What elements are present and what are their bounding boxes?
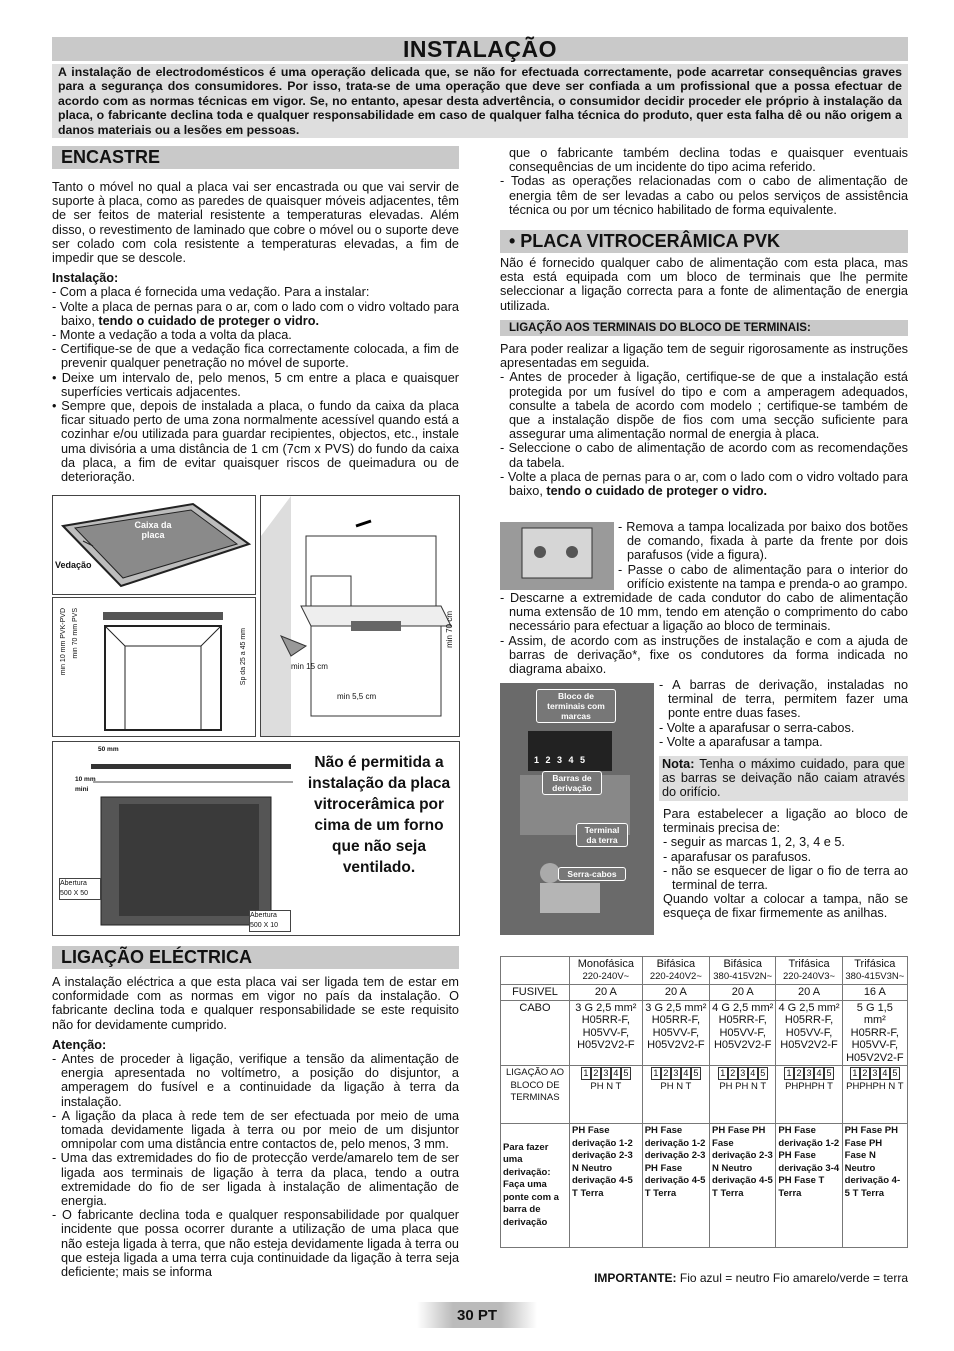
abertura2-label: Abertura 500 X 10 xyxy=(249,910,291,932)
table-cell: 4 G 2,5 mm² H05RR-F, H05VV-F, H05V2V2-F xyxy=(776,1000,842,1066)
d50-label: 50 mm xyxy=(98,746,119,753)
terminals-para: Para poder realizar a ligação tem de seguir rigorosamente as instruções apresentadas em seguida. xyxy=(500,342,908,371)
vedacao-label: Vedação xyxy=(55,560,92,570)
terminals-text xyxy=(500,342,908,498)
cover-text xyxy=(618,520,908,591)
hob-seal-drawing xyxy=(53,496,255,594)
terminal-strip-icon: 1 2 3 4 5 xyxy=(572,1067,640,1081)
min70-label: min 70 mm PVS xyxy=(72,608,79,659)
table-cell: Trifásica 380-415V3N~ xyxy=(842,957,907,985)
list-item: - Antes de proceder à ligação, certifique-se de que a instalação está protegida por um fusível do tipo e com a amperagem adequados, consulte a tabela de acordo com modelo ; certifique-se também de que a instalação dispõe de fios com uma secção suficiente para assegurar uma alimentação normal de energia à placa. xyxy=(500,370,908,442)
conductors-text xyxy=(500,591,908,676)
terminal-strip-icon: 1 2 3 4 5 xyxy=(645,1067,707,1081)
table-cell: 1 2 3 4 5 PH N T xyxy=(570,1066,643,1124)
table-cell: 20 A xyxy=(710,985,776,1001)
page-number: 30 PT xyxy=(417,1302,537,1328)
table-cell: Bifásica 220-240V2~ xyxy=(642,957,709,985)
terminal-numbers: 1 2 3 4 5 xyxy=(534,755,586,765)
cutout-drawing xyxy=(53,598,255,736)
installation-label: Instalação: xyxy=(52,271,119,286)
table-cell: Bifásica 380-415V2N~ xyxy=(710,957,776,985)
atencao-label: Atenção: xyxy=(52,1037,107,1052)
table-cell: Trifásica 220-240V3~ xyxy=(776,957,842,985)
list-item: - não se esquecer de ligar o fio de terra ao terminal de terra. xyxy=(663,863,908,893)
table-cell: 4 G 2,5 mm² H05RR-F, H05VV-F, H05V2V2-F xyxy=(710,1000,776,1066)
right-continuation xyxy=(500,146,908,217)
nota-text: Nota: Tenha o máximo cuidado, para que as barras se deivação não caiam através do orifício. xyxy=(662,757,905,800)
list-item: - Uma das extremidades do fio de protecção verde/amarelo tem de ser ligada aos terminais de ligação à terra da placa, tendo a outra extremidade do fio de ser ligada à instalação de alimentação de energia. xyxy=(52,1151,459,1209)
oven-drawing xyxy=(53,742,293,935)
table-cell: Monofásica 220-240V~ xyxy=(570,957,643,985)
list-item: - Certifique-se de que a vedação fica correctamente colocada, a fim de prevenir qualquer penetração no móvel de suporte. xyxy=(52,342,459,371)
table-cell: Para fazer uma derivação: Faça uma ponte com a barra de derivação xyxy=(501,1124,570,1248)
list-item: - Volte a aparafusar a tampa. xyxy=(659,734,823,749)
list-item: - Seleccione o cabo de alimentação de acordo com as recomendações da tabela. xyxy=(500,441,908,470)
list-item: - aparafusar os parafusos. xyxy=(663,849,812,864)
bridge-text xyxy=(659,678,908,749)
terminal-strip-icon: 1 2 3 4 5 xyxy=(712,1067,773,1081)
table-row xyxy=(501,1000,908,1066)
pvk-heading: • PLACA VITROCERÂMICA PVK xyxy=(500,230,908,253)
terminals-subheading: LIGAÇÃO AOS TERMINAIS DO BLOCO DE TERMINAIS: xyxy=(500,320,908,336)
table-cell: PH Fase derivação 1-2 PH Fase derivação 3-4 PH Fase T Terra xyxy=(776,1124,842,1248)
encastre-text xyxy=(52,180,459,484)
page-title: INSTALAÇÃO xyxy=(52,37,908,61)
d10-label: 10 mm mini xyxy=(75,776,96,793)
list-item: - Monte a vedação a toda a volta da placa. xyxy=(52,328,292,343)
barras-label: Barras de derivação xyxy=(542,771,602,795)
min10-label: min 10 mm PVK-PVD xyxy=(60,608,67,676)
min70cm-label: min 70 cm xyxy=(445,611,454,648)
oven-warning: Não é permitida a instalação da placa vitrocerâmica por cima de um forno que não seja ventilado. xyxy=(307,754,451,876)
min55-label: min 5,5 cm xyxy=(337,692,377,701)
serra-label: Serra-cabos xyxy=(558,867,626,881)
list-item: • Deixe um intervalo de, pelo menos, 5 cm entre a placa e quaisquer superfícies verticais adjacentes. xyxy=(52,370,459,399)
intro-warning: A instalação de electrodomésticos é uma operação delicada que, se não for efectuada correctamente, pode acarretar consequências graves para a segurança dos consumidores. Por isso, trata-se de uma operação que deve ser confiada a um profissional que a possa efectuar de acordo com as normas técnicas em vigor. Se, no entanto, apesar desta advertência, o consumidor decidir proceder ele próprio à instalação da placa, o fabricante declina toda e qualquer responsabilidade em caso de qualquer falha técnica do produto, quer esta falha dê ou não origem a danos materiais ou a lesões em pessoas. xyxy=(52,64,908,138)
list-item: - A barras de derivação, instaladas no terminal de terra, permitem fazer uma ponte entre duas fases. xyxy=(659,678,908,721)
list-item: - seguir as marcas 1, 2, 3, 4 e 5. xyxy=(663,835,845,850)
encastre-para: Tanto o móvel no qual a placa vai ser encastrada ou que vai servir de suporte à placa, como as paredes de quaisquer móveis adjacentes, têm de ser feitos de material resistente a temperaturas elevadas. Além disso, o revestimento de laminado que cobre o móvel ou o suporte deve ser colado com cola resistente a temperaturas elevadas, a fim de impedir que se descole. xyxy=(52,180,459,266)
list-item: - Com a placa é fornecida uma vedação. Para a instalar: xyxy=(52,285,370,300)
table-row xyxy=(501,985,908,1001)
list-item: - Volte a placa de pernas para o ar, com o lado com o vidro voltado para baixo, tendo o cuidado de proteger o vidro. xyxy=(500,469,908,499)
list-item: - Volte a aparafusar o serra-cabos. xyxy=(659,720,855,735)
list-item: - A ligação da placa à rede tem de ser efectuada por meio de uma tomada devidamente ligada à terra ou por meio de um disjuntor omnipolar com uma distância entre contactos de, pelo menos, 3 mm. xyxy=(52,1108,459,1152)
table-cell: 20 A xyxy=(642,985,709,1001)
importante-note: IMPORTANTE: Fio azul = neutro Fio amarelo/verde = terra xyxy=(594,1271,908,1285)
list-item: - Assim, de acordo com as instruções de instalação e com a ajuda de barras de derivação*, fixe os condutores da forma indicada no diagrama abaixo. xyxy=(500,633,908,677)
list-item: - Todas as operações relacionadas com o cabo de alimentação de energia têm de ser levadas a cabo ou pelos serviços de assistência técnica ou por um técnico habilitado de forma equivalente. xyxy=(500,174,908,217)
connection-table xyxy=(500,956,908,1248)
table-cell: 1 2 3 4 5 PHPHPH T xyxy=(776,1066,842,1124)
cover-photo-drawing xyxy=(500,522,614,590)
pvk-text xyxy=(500,256,908,313)
caixa-label: Caixa da placa xyxy=(134,520,172,540)
min15-label: min 15 cm xyxy=(291,662,328,671)
table-cell: 3 G 2,5 mm² H05RR-F, H05VV-F, H05V2V2-F xyxy=(642,1000,709,1066)
table-cell: PH Fase PH Fase PH Fase N Neutro derivação 4-5 T Terra xyxy=(842,1124,907,1248)
table-cell: 20 A xyxy=(776,985,842,1001)
terminal-block-photo xyxy=(500,683,654,935)
table-cell: FUSIVEL xyxy=(501,985,570,1001)
cont-para: que o fabricante também declina todas e quaisquer eventuais consequências de um incidente do tipo acima referido. xyxy=(509,146,908,175)
table-cell xyxy=(501,957,570,985)
terminal-label: Terminal da terra xyxy=(576,823,628,847)
table-cell: 3 G 2,5 mm² H05RR-F, H05VV-F, H05V2V2-F xyxy=(570,1000,643,1066)
nota-box xyxy=(659,756,908,801)
table-cell: PH Fase derivação 1-2 derivação 2-3 N Neutro derivação 4-5 T Terra xyxy=(570,1124,643,1248)
table-cell: 1 2 3 4 5 PH N T xyxy=(642,1066,709,1124)
table-cell: LIGAÇÃO AO BLOCO DE TERMINAS xyxy=(501,1066,570,1124)
table-cell: 16 A xyxy=(842,985,907,1001)
cover-photo xyxy=(500,522,614,590)
cutout-figure xyxy=(52,597,256,737)
list-item: - Volte a placa de pernas para o ar, com o lado com o vidro voltado para baixo, tendo o cuidado de proteger o vidro. xyxy=(52,299,459,328)
list-item: - Passe o cabo de alimentação para o interior do orifício existente na tampa e prenda-o ao grampo. xyxy=(618,562,908,591)
steps-text xyxy=(663,807,908,921)
table-cell: 5 G 1,5 mm² H05RR-F, H05VV-F, H05V2V2-F xyxy=(842,1000,907,1066)
ligacao-text xyxy=(52,975,459,1279)
encastre-heading: ENCASTRE xyxy=(52,146,459,169)
list-item: - Antes de proceder à ligação, verifique a tensão da alimentação de energia apresentada no voltímetro, a posição do disjuntor, a amperagem do fusível e a continuidade da ligação à terra da instalação. xyxy=(52,1052,459,1109)
list-item: - Remova a tampa localizada por baixo dos botões de comando, fixada à parte da frente por dois parafusos (vide a figura). xyxy=(618,520,908,563)
sp-label: Sp da 25 a 45 mm xyxy=(240,628,247,686)
steps-para: Para estabelecer a ligação ao bloco de terminais precisa de: xyxy=(663,807,908,836)
list-item: - Descarne a extremidade de cada condutor do cabo de alimentação numa extensão de 10 mm, tendo em atenção o comprimento do cabo necessário para efectuar a ligação ao bloco de terminais. xyxy=(500,591,908,634)
table-cell: PH Fase derivação 1-2 derivação 2-3 PH Fase derivação 4-5 T Terra xyxy=(642,1124,709,1248)
terminal-strip-icon: 1 2 3 4 5 xyxy=(845,1067,905,1081)
ligacao-para: A instalação eléctrica a que esta placa vai ser ligada tem de estar em conformidade com as normas em vigor no país da instalação. O fabricante declina toda e qualquer responsabilidade se este requisito não for devidamente cumprido. xyxy=(52,975,459,1032)
table-cell: CABO xyxy=(501,1000,570,1066)
pvk-para: Não é fornecido qualquer cabo de alimentação com esta placa, mas esta está equipada com um bloco de terminais que lhe permite seleccionar a ligação correcta para a fonte de alimentação de energia utilizada. xyxy=(500,256,908,313)
table-row xyxy=(501,1066,908,1124)
table-row xyxy=(501,957,908,985)
table-cell: 20 A xyxy=(570,985,643,1001)
abertura1-label: Abertura 500 X 50 xyxy=(59,878,101,900)
table-cell: PH Fase PH Fase derivação 2-3 N Neutro derivação 4-5 T Terra xyxy=(710,1124,776,1248)
table-cell: 1 2 3 4 5 PHPHPH N T xyxy=(842,1066,907,1124)
bloco-label: Bloco de terminais com marcas xyxy=(536,689,616,723)
hob-seal-figure xyxy=(52,495,256,595)
steps-para-end: Quando voltar a colocar a tampa, não se esqueça de fixar firmemente as anilhas. xyxy=(663,892,908,921)
ligacao-heading: LIGAÇÃO ELÉCTRICA xyxy=(52,946,459,969)
table-row xyxy=(501,1124,908,1248)
list-item: - O fabricante declina toda e qualquer responsabilidade por qualquer incidente que possa ocorrer durante a utilização de uma placa que não esteja ligada à terra, que não esteja devidamente ligada à terra ou que esteja ligada a uma terra cuja continuidade da ligação à terra seja deficiente; mais se informa xyxy=(52,1208,459,1280)
kitchen-figure xyxy=(260,495,460,737)
list-item: • Sempre que, depois de instalada a placa, o fundo da caixa da placa ficar situado perto de uma zona normalmente acessível quando está a cozinhar e/ou utilizada para guardar recipientes, objectos, etc., instale uma divisória a uma distância de 1 cm (7cm x PVS) do fundo da caixa da placa, a fim de evitar quaisquer riscos de queimadura ou de deterioração. xyxy=(52,399,459,485)
table-cell: 1 2 3 4 5 PH PH N T xyxy=(710,1066,776,1124)
terminal-strip-icon: 1 2 3 4 5 xyxy=(778,1067,839,1081)
